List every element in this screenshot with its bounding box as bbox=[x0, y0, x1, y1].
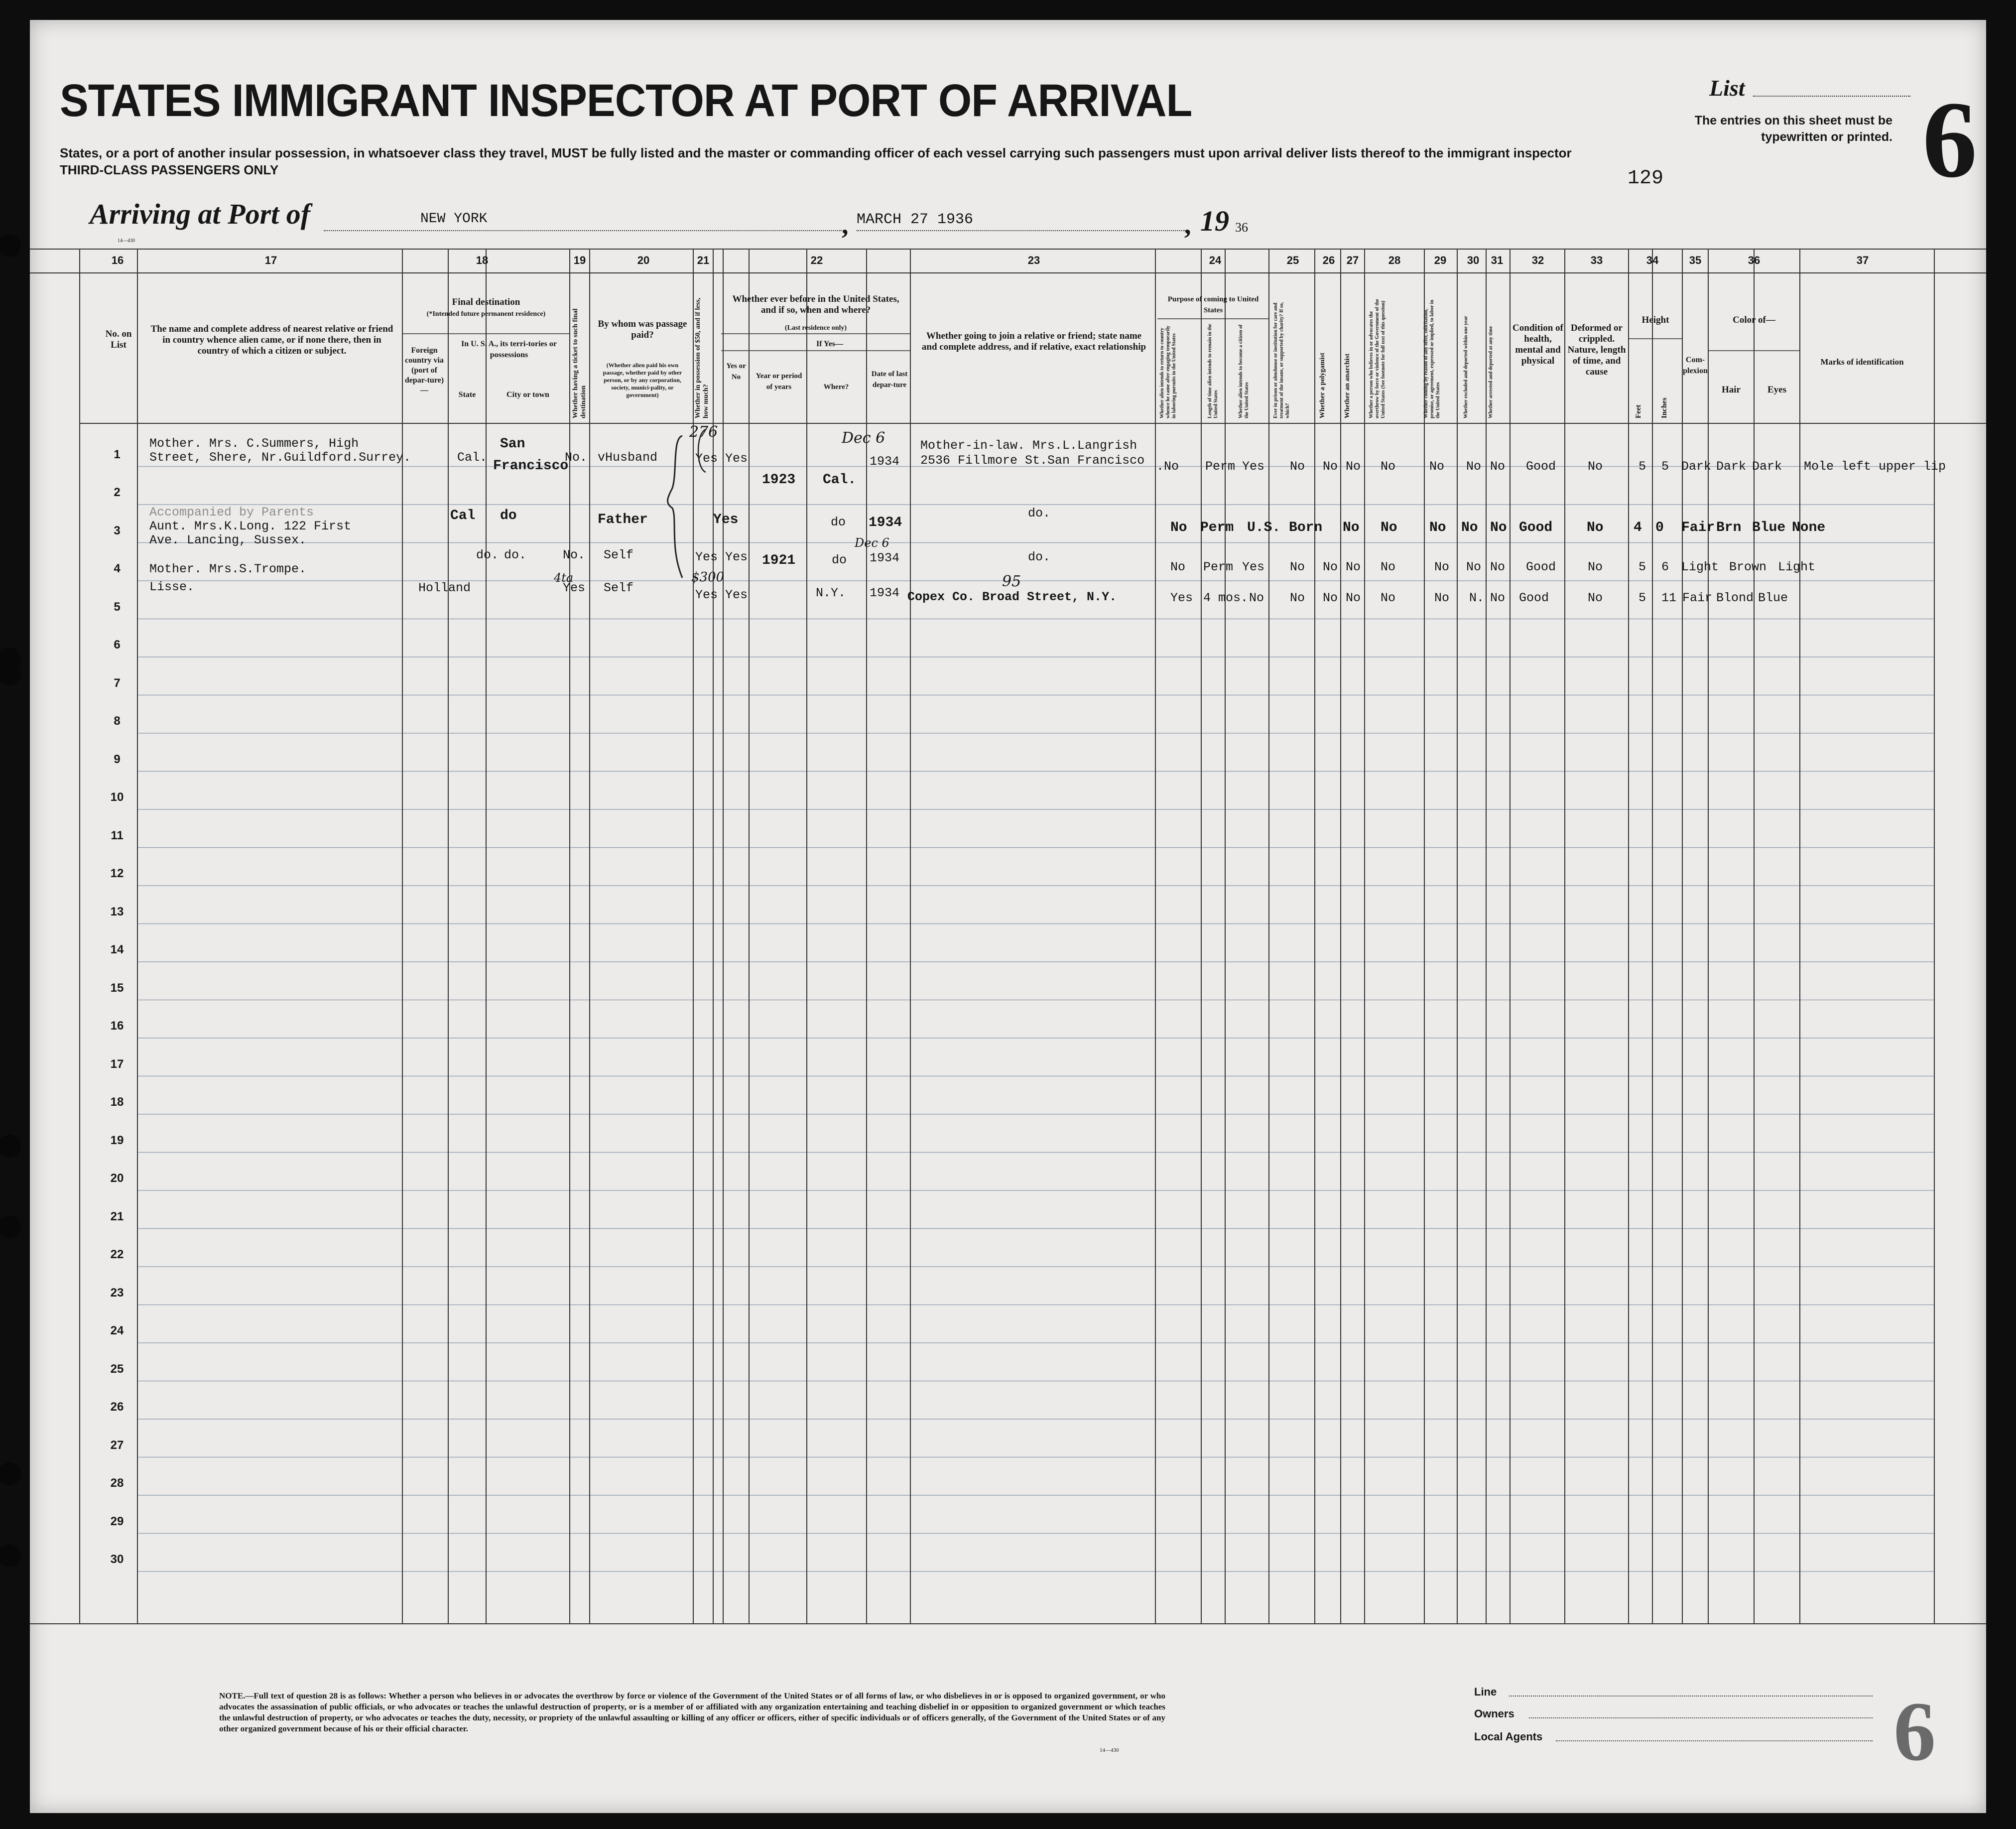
row-number: 2 bbox=[114, 486, 121, 499]
row-number: 18 bbox=[110, 1095, 124, 1109]
page-title: STATES IMMIGRANT INSPECTOR AT PORT OF ARRIVAL bbox=[60, 75, 1192, 126]
cell-joining: Copex Co. Broad Street, N.Y. bbox=[907, 590, 1117, 604]
cell-health: Good bbox=[1526, 560, 1556, 574]
cell-col26: No bbox=[1323, 560, 1338, 574]
header-col29: Whether coming by reason of any offer, solicitation, promise, or agreement, expressed or implied, to labor in the United States bbox=[1423, 299, 1441, 418]
cell-col27: No bbox=[1343, 520, 1360, 535]
row-number: 16 bbox=[110, 1019, 124, 1033]
cell-relative: Accompanied by Parents bbox=[149, 505, 314, 520]
column-number: 24 bbox=[1209, 254, 1222, 266]
cell-money-handwritten: $300 bbox=[691, 570, 725, 585]
cell-length: Perm bbox=[1203, 560, 1234, 574]
column-number: 31 bbox=[1491, 254, 1504, 266]
cell-foreign-country: Holland bbox=[418, 581, 471, 595]
column-number: 18 bbox=[476, 254, 489, 266]
cell-complexion: Fair bbox=[1681, 520, 1715, 535]
row-number: 28 bbox=[110, 1476, 124, 1490]
cell-health: Good bbox=[1519, 591, 1549, 605]
cell-col31: No bbox=[1490, 520, 1507, 535]
header-where: Where? bbox=[823, 383, 849, 391]
cell-col30: No bbox=[1461, 520, 1478, 535]
cell-complexion: Light bbox=[1681, 560, 1719, 574]
cell-paid-by: Self bbox=[604, 581, 634, 595]
header-date-departure: Date of last depar-ture bbox=[871, 370, 908, 389]
cell-state: Cal bbox=[450, 508, 476, 523]
cell-col27: No bbox=[1346, 591, 1361, 605]
agents-label: Local Agents bbox=[1474, 1730, 1543, 1743]
column-number: 29 bbox=[1434, 254, 1447, 266]
line-field bbox=[1509, 1696, 1873, 1697]
cell-col30: No bbox=[1466, 560, 1482, 574]
header-col30: Whether excluded and deported within one year bbox=[1463, 316, 1469, 418]
column-number: 25 bbox=[1286, 254, 1299, 266]
cell-paid-by: Father bbox=[598, 512, 648, 527]
cell-relative: Mother. Mrs.S.Trompe. bbox=[149, 562, 307, 576]
cell-joining-handwritten: 95 bbox=[1002, 573, 1021, 590]
cell-col31: No bbox=[1490, 560, 1506, 574]
cell-feet: 5 bbox=[1638, 459, 1646, 474]
header-inches: Inches bbox=[1660, 397, 1668, 418]
cell-deformed: No bbox=[1588, 560, 1603, 574]
cell-date-handwritten: Dec 6 bbox=[855, 536, 889, 550]
cell-state: do. bbox=[476, 548, 499, 562]
cell-before-us: Yes bbox=[725, 588, 748, 602]
header-year-period: Year or period of years bbox=[756, 372, 802, 391]
header-health: Condition of health, mental and physical bbox=[1512, 323, 1563, 366]
header-ticket: Whether having a ticket to such final destination bbox=[572, 308, 587, 418]
column-number: 36 bbox=[1748, 254, 1761, 266]
cell-state: Cal. bbox=[457, 450, 488, 465]
cell-marks: Mole left upper lip bbox=[1804, 459, 1946, 474]
header-col31: Whether arrested and deported at any time bbox=[1488, 326, 1494, 418]
cell-eyes: Dark bbox=[1752, 459, 1782, 474]
cell-relative: Aunt. Mrs.K.Long. 122 First bbox=[149, 519, 352, 533]
cell-relative: Lisse. bbox=[149, 580, 195, 594]
cell-complexion: Fair bbox=[1682, 591, 1713, 605]
cell-col25: No bbox=[1290, 459, 1305, 474]
cell-col28: No bbox=[1381, 560, 1396, 574]
cell-eyes: Blue bbox=[1758, 591, 1788, 605]
cell-col28: No bbox=[1381, 520, 1397, 535]
cell-hair: Dark bbox=[1716, 459, 1747, 474]
row-number: 4 bbox=[114, 562, 121, 575]
line-label: Line bbox=[1474, 1686, 1497, 1698]
row-number: 27 bbox=[110, 1438, 124, 1452]
header-final-destination-note: (*Intended future permanent residence) bbox=[426, 310, 546, 318]
cell-where: do bbox=[831, 515, 846, 529]
header-by-whom: By whom was passage paid? bbox=[598, 319, 687, 340]
form-code-top: 14—430 bbox=[118, 238, 135, 244]
cell-inches: 11 bbox=[1661, 591, 1677, 605]
column-number: 19 bbox=[573, 254, 586, 266]
comma: , bbox=[1184, 210, 1191, 240]
cell-hair: Brn bbox=[1716, 520, 1742, 535]
cell-money: Yes bbox=[713, 512, 739, 527]
column-number: 30 bbox=[1467, 254, 1480, 266]
agents-field bbox=[1556, 1740, 1873, 1741]
cell-col27: No bbox=[1346, 459, 1361, 474]
cell-col28: No bbox=[1381, 591, 1396, 605]
cell-feet: 5 bbox=[1638, 560, 1646, 574]
header-col26: Whether a polygamist bbox=[1319, 353, 1326, 418]
cell-date-handwritten: Dec 6 bbox=[842, 429, 885, 447]
header-eyes: Eyes bbox=[1767, 385, 1786, 395]
cell-col25: No bbox=[1290, 591, 1305, 605]
cell-paid-by: vHusband bbox=[598, 450, 658, 465]
header-state: State bbox=[458, 391, 476, 399]
row-number: 11 bbox=[111, 828, 124, 842]
row-number: 19 bbox=[110, 1133, 124, 1147]
cell-ticket-handwritten: 4ta bbox=[554, 571, 574, 585]
row-number: 3 bbox=[114, 523, 121, 537]
column-number: 21 bbox=[697, 254, 710, 266]
cell-return: .No bbox=[1156, 459, 1179, 474]
header-deformed: Deformed or crippled. Nature, length of time, and cause bbox=[1567, 323, 1626, 377]
cell-col30: No bbox=[1466, 459, 1482, 474]
cell-city: do bbox=[500, 508, 517, 523]
cell-complexion: Dark bbox=[1681, 459, 1712, 474]
brace-mark bbox=[662, 433, 687, 583]
header-purpose: Purpose of coming to United States bbox=[1167, 295, 1259, 314]
header-joining-relative: Whether going to join a relative or friend; state name and complete address, and if relative, exact relationship bbox=[921, 331, 1146, 352]
cell-money: Yes bbox=[695, 550, 718, 564]
row-number: 13 bbox=[110, 905, 124, 918]
row-number: 25 bbox=[110, 1362, 124, 1376]
sheet-number: 6 bbox=[1922, 79, 1977, 200]
row-number: 7 bbox=[114, 676, 121, 690]
row-number: 1 bbox=[114, 447, 121, 461]
form-code: 14—430 bbox=[1100, 1747, 1119, 1753]
header-complexion: Com-plexion bbox=[1683, 356, 1708, 375]
row-number: 6 bbox=[114, 638, 121, 652]
subtitle-line: THIRD-CLASS PASSENGERS ONLY bbox=[60, 162, 279, 177]
cell-length: Perm bbox=[1200, 520, 1234, 535]
cell-col26: No bbox=[1323, 591, 1338, 605]
cell-where: N.Y. bbox=[816, 586, 846, 600]
header-col28: Whether a person who believes in or advocates the overthrow by force or violence of the Government of the United States (See footnote for full text of this question) bbox=[1369, 299, 1386, 418]
cell-eyes: Blue bbox=[1752, 520, 1786, 535]
cell-city: do. bbox=[504, 548, 527, 562]
row-number: 22 bbox=[110, 1248, 124, 1261]
header-purpose-b: Length of time alien intends to remain in the United States bbox=[1207, 324, 1219, 418]
cell-health: Good bbox=[1526, 459, 1556, 474]
cell-citizen: Yes bbox=[1242, 560, 1265, 574]
cell-year: 1923 bbox=[762, 472, 796, 488]
owners-field bbox=[1529, 1717, 1873, 1718]
cell-citizen: U.S. Born bbox=[1247, 520, 1323, 535]
row-number: 10 bbox=[110, 790, 124, 804]
cell-ticket: No. bbox=[565, 450, 588, 465]
column-number: 35 bbox=[1689, 254, 1702, 266]
column-number: 23 bbox=[1027, 254, 1040, 266]
cell-money: Yes bbox=[695, 588, 718, 602]
column-number: 37 bbox=[1856, 254, 1869, 266]
column-number: 33 bbox=[1590, 254, 1603, 266]
cell-col29: No bbox=[1434, 560, 1450, 574]
header-height: Height bbox=[1641, 315, 1669, 325]
cell-ticket: Yes bbox=[563, 581, 586, 595]
year-prefix: 19 bbox=[1200, 205, 1229, 237]
year-suffix: 36 bbox=[1235, 220, 1248, 235]
cell-feet: 4 bbox=[1634, 520, 1642, 535]
cell-col28: No bbox=[1381, 459, 1396, 474]
header-city: City or town bbox=[506, 391, 549, 399]
cell-return: No bbox=[1170, 520, 1187, 535]
cell-hair: Brown bbox=[1729, 560, 1767, 574]
column-number: 17 bbox=[264, 254, 277, 266]
header-before-us: Whether ever before in the United States, and if so, when and where? bbox=[732, 294, 899, 315]
cell-col29: No bbox=[1429, 459, 1445, 474]
cell-col26: No bbox=[1323, 459, 1338, 474]
cell-deformed: No bbox=[1587, 520, 1604, 535]
row-number: 8 bbox=[114, 714, 121, 728]
cell-money-handwritten: 276 bbox=[689, 423, 718, 441]
header-if-yes: If Yes— bbox=[816, 340, 844, 348]
cell-city: Francisco bbox=[493, 458, 569, 474]
header-final-destination: Final destination bbox=[452, 297, 520, 307]
row-number: 17 bbox=[110, 1057, 124, 1071]
header-in-usa: In U. S. A., its terri-tories or possessions bbox=[461, 340, 557, 359]
cell-joining: do. bbox=[1028, 550, 1051, 564]
brace-mark bbox=[693, 428, 708, 473]
cell-health: Good bbox=[1519, 520, 1553, 535]
cell-departure-date: 1934 bbox=[869, 515, 902, 530]
header-nearest-relative: The name and complete address of nearest relative or friend in country whence alien came, or if none there, then in country of which a citizen or subject. bbox=[150, 324, 393, 356]
cell-departure-date: 1934 bbox=[870, 454, 900, 469]
header-hair: Hair bbox=[1722, 385, 1741, 395]
cell-joining: Mother-in-law. Mrs.L.Langrish bbox=[920, 438, 1137, 453]
date-value: MARCH 27 1936 bbox=[857, 211, 974, 228]
arriving-label: Arriving at Port of bbox=[90, 198, 311, 230]
header-last-residence: (Last residence only) bbox=[784, 324, 847, 332]
cell-marks: None bbox=[1792, 520, 1826, 535]
header-no-on-list: No. on List bbox=[105, 329, 132, 350]
typewritten-note: The entries on this sheet must be typewritten or printed. bbox=[1694, 114, 1892, 144]
cell-inches: 0 bbox=[1655, 520, 1664, 535]
cell-where: Cal. bbox=[823, 472, 857, 488]
cell-paid-by: Self bbox=[604, 548, 634, 562]
cell-inches: 6 bbox=[1661, 560, 1669, 574]
cell-before-us: Yes bbox=[725, 550, 748, 564]
cell-col29: No bbox=[1429, 520, 1446, 535]
row-number: 20 bbox=[110, 1172, 124, 1185]
row-number: 14 bbox=[110, 943, 124, 956]
cell-city: San bbox=[500, 436, 525, 452]
cell-col29: No bbox=[1434, 591, 1450, 605]
cell-inches: 5 bbox=[1661, 459, 1669, 474]
row-number: 26 bbox=[110, 1400, 124, 1414]
cell-col31: No bbox=[1490, 591, 1506, 605]
cell-relative: Ave. Lancing, Sussex. bbox=[149, 533, 307, 547]
cell-relative: Street, Shere, Nr.Guildford.Surrey. bbox=[149, 450, 411, 465]
row-number: 21 bbox=[110, 1209, 124, 1223]
row-number: 5 bbox=[114, 600, 121, 614]
row-number: 23 bbox=[110, 1286, 124, 1300]
sheet-number-bottom: 6 bbox=[1893, 1685, 1936, 1778]
cell-eyes: Light bbox=[1778, 560, 1816, 574]
cell-departure-date: 1934 bbox=[870, 586, 900, 600]
column-number: 27 bbox=[1346, 254, 1359, 266]
column-number: 28 bbox=[1388, 254, 1401, 266]
header-foreign-country: Foreign country via (port of depar-ture)— bbox=[404, 346, 444, 394]
subtitle-line: States, or a port of another insular possession, in whatsoever class they travel, MUST be fully listed and the master or commanding officer of each vessel carrying such passengers must upon arrival deliver lists thereof to the immigrant inspector bbox=[60, 145, 1572, 160]
cell-return: Yes bbox=[1170, 591, 1193, 605]
cell-where: do bbox=[832, 553, 847, 567]
port-value: NEW YORK bbox=[420, 211, 488, 227]
list-label: List bbox=[1709, 75, 1745, 101]
cell-deformed: No bbox=[1588, 591, 1603, 605]
footer-note: NOTE.—Full text of question 28 is as follows: Whether a person who believes in or advocates the overthrow by force or violence of the Government of the United States or of all forms of law, or who disbelieves in or is opposed to organized government, or who advocates the assassination of public officials, or who advocates or teaches the unlawful destruction of property, or is a member of or affiliated with any organization entertaining and teaching disbelief in or opposition to organized government or which teaches the unlawful destruction of property, or who advocates or teaches the duty, necessity, or propriety of the unlawful assaulting or killing of any officer or officers, either of specific individuals or of officers generally, of the Government of the United States or of any other organized government because of his or their official character. bbox=[219, 1691, 1165, 1733]
row-number: 30 bbox=[110, 1553, 124, 1566]
header-feet: Feet bbox=[1635, 404, 1642, 418]
header-purpose-a: Whether alien intends to return to country whence he came after engaging temporarily in laboring pursuits in the United States bbox=[1159, 325, 1177, 418]
header-col27: Whether an anarchist bbox=[1344, 353, 1351, 418]
cell-citizen: No bbox=[1249, 591, 1264, 605]
cell-ticket: No. bbox=[563, 548, 586, 562]
comma: , bbox=[842, 210, 849, 240]
cell-return: No bbox=[1170, 560, 1186, 574]
cell-feet: 5 bbox=[1638, 591, 1646, 605]
cell-departure-date: 1934 bbox=[870, 551, 900, 565]
row-number: 12 bbox=[110, 867, 124, 880]
cell-col27: No bbox=[1346, 560, 1361, 574]
cell-joining: do. bbox=[1028, 506, 1051, 521]
cell-length: Perm bbox=[1205, 459, 1236, 474]
header-yes-no: Yes or No bbox=[726, 362, 746, 381]
column-number: 34 bbox=[1646, 254, 1659, 266]
header-purpose-c: Whether alien intends to become a citizen of the United States bbox=[1238, 324, 1250, 418]
row-number: 29 bbox=[110, 1514, 124, 1528]
cell-deformed: No bbox=[1588, 459, 1603, 474]
cell-citizen: Yes bbox=[1242, 459, 1265, 474]
cell-joining: 2536 Fillmore St.San Francisco bbox=[920, 453, 1145, 468]
cell-hair: Blond bbox=[1716, 591, 1754, 605]
cell-col31: No bbox=[1490, 459, 1506, 474]
cell-col30: N. bbox=[1469, 591, 1485, 605]
column-number: 32 bbox=[1531, 254, 1544, 266]
owners-label: Owners bbox=[1474, 1707, 1514, 1720]
header-col25: Ever in prison or almshouse or institution for care and treatment of the insane, or supported by charity? If so, which? bbox=[1273, 302, 1290, 418]
page-number: 129 bbox=[1628, 167, 1664, 190]
header-color-of: Color of— bbox=[1733, 315, 1775, 325]
column-number: 16 bbox=[111, 254, 124, 266]
cell-money: Yes bbox=[695, 451, 718, 466]
cell-year: 1921 bbox=[762, 553, 796, 568]
row-number: 24 bbox=[110, 1324, 124, 1337]
column-number: 26 bbox=[1322, 254, 1335, 266]
cell-relative: Mother. Mrs. C.Summers, High bbox=[149, 436, 359, 451]
cell-length: 4 mos. bbox=[1203, 591, 1249, 605]
header-possession: Whether in possession of $50, and if less, how much? bbox=[694, 297, 710, 418]
row-number: 15 bbox=[110, 981, 124, 995]
column-number: 22 bbox=[810, 254, 823, 266]
header-by-whom-note: (Whether alien paid his own passage, whether paid by other person, or by any corporation, society, munici-pality, or government) bbox=[603, 362, 682, 398]
cell-col25: No bbox=[1290, 560, 1305, 574]
row-number: 9 bbox=[114, 752, 121, 766]
column-number: 20 bbox=[637, 254, 650, 266]
header-marks: Marks of identification bbox=[1820, 357, 1904, 367]
cell-before-us: Yes bbox=[725, 451, 748, 466]
